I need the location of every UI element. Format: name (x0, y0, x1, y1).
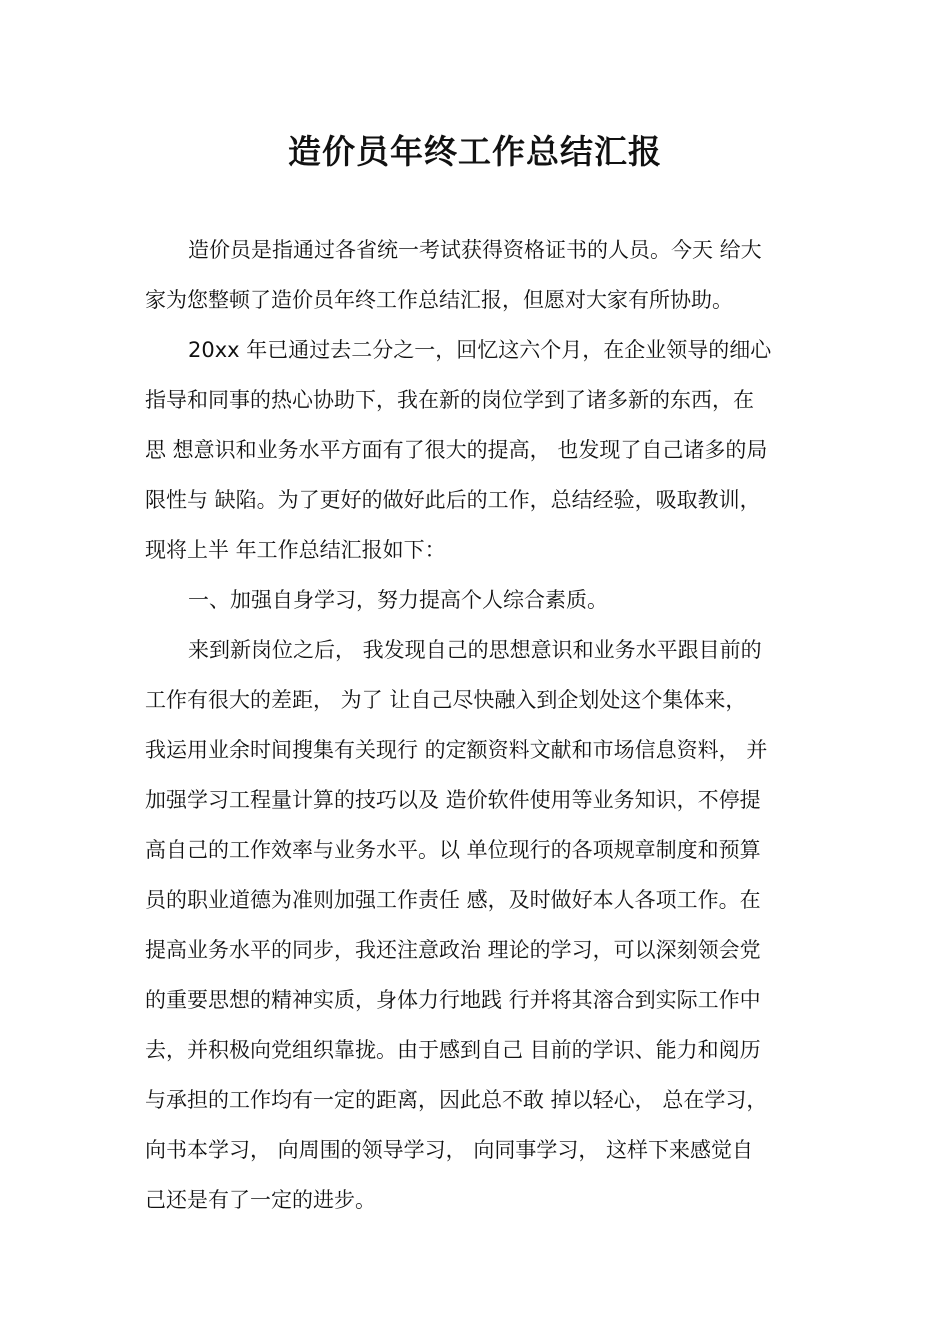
document-title: 造价员年终工作总结汇报 (288, 132, 662, 171)
paragraph-3-line-11: 向书本学习， 向周围的领导学习， 向同事学习， 这样下来感觉自 (145, 1138, 754, 1162)
paragraph-1-line-2: 家为您整顿了造价员年终工作总结汇报，但愿对大家有所协助。 (145, 288, 733, 312)
paragraph-3-line-10: 与承担的工作均有一定的距离，因此总不敢 掉以轻心， 总在学习， (145, 1088, 768, 1112)
paragraph-3-line-5: 高自己的工作效率与业务水平。以 单位现行的各项规章制度和预算 (145, 838, 761, 862)
paragraph-3-line-3: 我运用业余时间搜集有关现行 的定额资料文献和市场信息资料， 并 (145, 738, 768, 762)
paragraph-2-line-5: 现将上半 年工作总结汇报如下： (145, 538, 446, 562)
section-heading-1: 一、加强自身学习，努力提高个人综合素质。 (188, 588, 608, 612)
paragraph-1-line-1: 造价员是指通过各省统一考试获得资格证书的人员。今天 给大 (188, 238, 762, 262)
paragraph-3-line-8: 的重要思想的精神实质，身体力行地践 行并将其溶合到实际工作中 (145, 988, 761, 1012)
paragraph-3-line-9: 去，并积极向党组织靠拢。由于感到自己 目前的学识、能力和阅历 (145, 1038, 761, 1062)
paragraph-3-line-12: 己还是有了一定的进步。 (145, 1188, 376, 1212)
paragraph-2-line-2: 指导和同事的热心协助下，我在新的岗位学到了诸多新的东西，在 (145, 388, 754, 412)
paragraph-2-line-3: 思 想意识和业务水平方面有了很大的提高， 也发现了自己诸多的局 (145, 438, 768, 462)
paragraph-3-line-6: 员的职业道德为准则加强工作责任 感，及时做好本人各项工作。在 (145, 888, 761, 912)
paragraph-2-line-4: 限性与 缺陷。为了更好的做好此后的工作，总结经验，吸取教训， (145, 488, 761, 512)
paragraph-3-line-1: 来到新岗位之后， 我发现自己的思想意识和业务水平跟目前的 (188, 638, 762, 662)
paragraph-3-line-2: 工作有很大的差距， 为了 让自己尽快融入到企划处这个集体来， (145, 688, 747, 712)
paragraph-3-line-7: 提高业务水平的同步，我还注意政治 理论的学习，可以深刻领会党 (145, 938, 761, 962)
paragraph-2-line-1: 20xx 年已通过去二分之一，回忆这六个月，在企业领导的细心 (188, 338, 772, 362)
paragraph-3-line-4: 加强学习工程量计算的技巧以及 造价软件使用等业务知识，不停提 (145, 788, 761, 812)
